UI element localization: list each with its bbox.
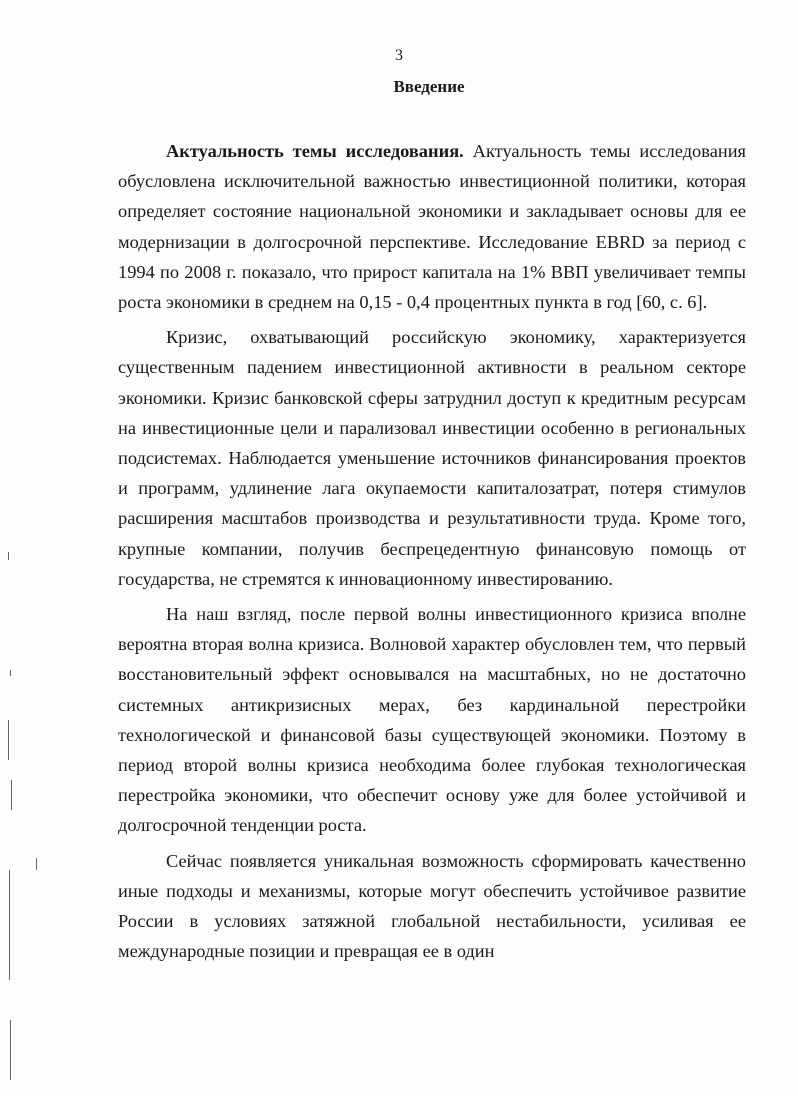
scan-mark [8,552,9,560]
paragraph-lead: Актуальность темы исследования. [166,141,464,161]
page-title: Введение [393,77,465,96]
body-text [118,136,746,966]
paragraph-text: Сейчас появляется уникальная возможность сформировать качественно иные подходы и механизмы, которые могут обеспечить устойчивое развитие России в условиях затяжной глобальной нестабильности, усиливая ее международные позиции и превращая ее в один [118,850,746,962]
scan-margin-marks [2,540,42,1096]
paragraph-relevance [118,136,746,317]
paragraph-second-wave [118,599,746,841]
paragraph-text: На наш взгляд, после первой волны инвестиционного кризиса вполне вероятна вторая волна кризиса. Волновой характер обусловлен тем, что первый восстановительный эффект основывался на масштабных, но не достаточно системных антикризисных мерах, без кардинальной перестройки технологической и финансовой базы существующей экономики. Поэтому в период второй волны кризиса необходима более глубокая технологическая перестройка экономики, что обеспечит основу уже для более устойчивой и долгосрочной тенденции роста. [118,604,746,836]
paragraph-text: Кризис, охватывающий российскую экономику, характеризуется существенным падением инвестиционной активности в реальном секторе экономики. Кризис банковской сферы затруднил доступ к кредитным ресурсам на инвестиционные цели и парализовал инвестиции особенно в региональных подсистемах. Наблюдается уменьшение источников финансирования проектов и программ, удлинение лага окупаемости капиталозатрат, потеря стимулов расширения масштабов производства и результативности труда. Кроме того, крупные компании, получив беспрецедентную финансовую помощь от государства, не стремятся к инновационному инвестированию. [118,327,746,589]
paragraph-text: Актуальность темы исследования обусловлена исключительной важностью инвестиционной политики, которая определяет состояние национальной экономики и закладывает основы для ее модернизации в долгосрочной перспективе. Исследование EBRD за период с 1994 по 2008 г. показало, что прирост капитала на 1% ВВП увеличивает темпы роста экономики в среднем на 0,15 - 0,4 процентных пункта в год [60, с. 6]. [118,141,746,313]
scan-mark [10,1020,11,1080]
page-number: 3 [395,47,403,64]
scan-mark [11,780,12,810]
scan-mark [10,670,11,676]
paragraph-opportunity [118,846,746,967]
scan-mark [8,720,9,760]
scan-mark [9,870,10,980]
scan-mark [36,858,37,870]
paragraph-crisis [118,322,746,594]
